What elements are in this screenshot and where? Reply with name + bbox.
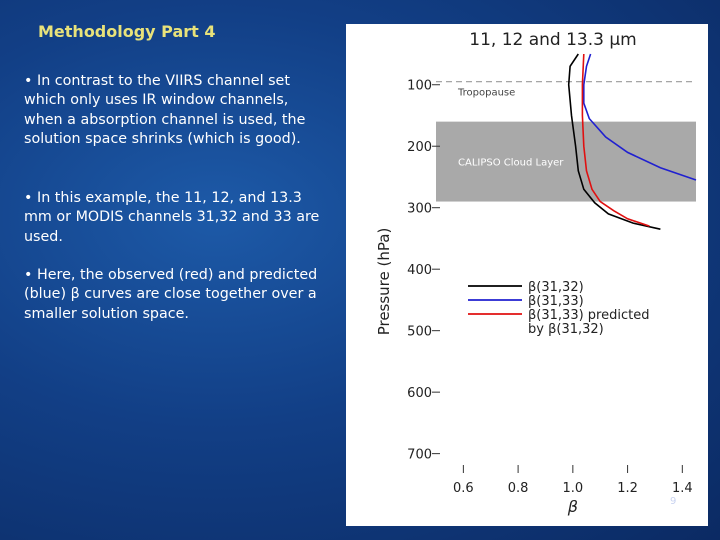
y-tick-label: 200 xyxy=(407,140,432,156)
chart-legend xyxy=(468,280,649,337)
y-axis-label: Pressure (hPa) xyxy=(375,227,393,336)
tropopause-label: Tropopause xyxy=(458,87,516,99)
bullet-item: • In this example, the 11, 12, and 13.3 mm or MODIS channels 31,32 and 33 are used. xyxy=(24,190,320,245)
x-tick-label: 0.6 xyxy=(453,481,474,496)
chart-panel xyxy=(346,24,708,526)
bullet-item: • In contrast to the VIIRS channel set which only uses IR window channels, when a absorption channel is used, the solution space shrinks (which is good). xyxy=(24,73,306,147)
x-tick-label: 1.4 xyxy=(671,481,693,496)
slide-title: Methodology Part 4 xyxy=(38,22,216,41)
cloud-layer-label: CALIPSO Cloud Layer xyxy=(458,157,564,169)
y-tick-label: 500 xyxy=(407,324,432,340)
legend-label-line2: by β(31,32) xyxy=(528,322,604,337)
x-axis-label: β xyxy=(567,497,578,516)
y-tick-label: 300 xyxy=(407,201,432,217)
y-tick-label: 600 xyxy=(407,386,432,402)
legend-label: β(31,32) xyxy=(528,280,584,295)
page-number: 9 xyxy=(670,496,677,507)
y-tick-label: 100 xyxy=(407,78,432,94)
bullet-item: • Here, the observed (red) and predicted (blue) β curves are close together over a smaller solution space. xyxy=(24,267,318,322)
y-tick-label: 700 xyxy=(407,447,432,463)
x-tick-label: 1.0 xyxy=(562,481,584,496)
chart-title: 11, 12 and 13.3 μm xyxy=(469,30,637,50)
legend-label: β(31,33) predicted xyxy=(528,308,650,323)
x-tick-label: 0.8 xyxy=(507,481,529,496)
y-tick-label: 400 xyxy=(407,263,432,279)
x-tick-label: 1.2 xyxy=(617,481,638,496)
legend-label: β(31,33) xyxy=(528,294,584,309)
pressure-beta-chart xyxy=(346,24,708,526)
